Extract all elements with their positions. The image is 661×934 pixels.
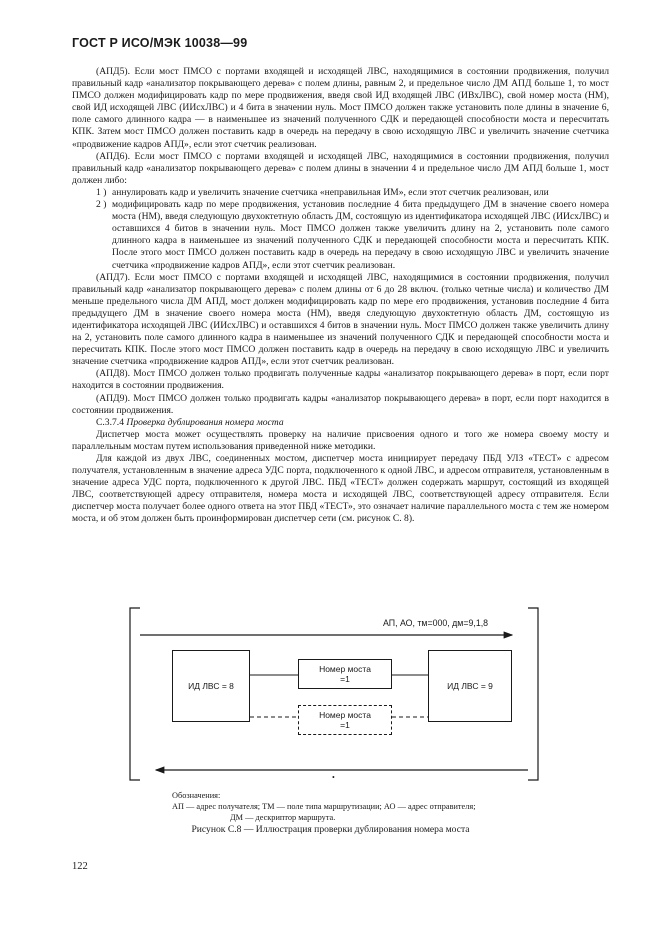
list-item-number: 1 ) [96,186,107,198]
legend-line: АП — адрес получателя; ТМ — поле типа маршрутизации; АО — адрес отправителя; [172,802,476,811]
paragraph-dispatcher-2: Для каждой из двух ЛВС, соединенных мостом, диспетчер моста инициирует передачу ПБД УЛЗ «ТЕСТ» с адресом получателя, установленным в значение адреса УДС порта, подключенного к одной ЛВС, и адресом отправителя, установленным в значение адреса УДС порта, подключенного к другой ЛВС. ПБД «ТЕСТ» должен содержать маршрут, состоящий из входящей ЛВС, соответствующей адресу отправителя, номера моста и исходящей ЛВС, соответствующей адресу отправителя. Если диспетчер моста получает более одного ответа на этот ПБД «ТЕСТ», это означает наличие параллельного моста с тем же номером моста, и об этом должен быть проинформирован диспетчер сети (см. рисунок С. 8). [72,453,609,525]
stray-mark: • [332,773,335,782]
section-title: Проверка дублирования номера моста [126,416,284,428]
figure-caption: Рисунок С.8 — Иллюстрация проверки дублирования номера моста [191,824,470,835]
list-item-text: аннулировать кадр и увеличить значение счетчика «неправильная ИМ», если этот счетчик реализован, или [112,186,549,198]
section-heading [72,417,609,429]
legend-title: Обозначения: [172,791,221,800]
frame-fields-label: АП, АО, тм=000, дм=9,1,8 [383,618,489,628]
lan-8-box [172,650,250,722]
bridge-2-label: Номер моста [319,710,371,720]
body-text [72,66,609,526]
section-number: С.3.7.4 [96,416,124,428]
list-item-text: модифицировать кадр по мере продвижения, установив последние 4 бита предыдущего ДМ в значение своего номера моста (НМ), введя следующую двухоктетную область ДМ, состоящую из идентификатора исходящей ЛВС (ИИсхЛВС) и оставшихся 4 битов в значении нуль. Мост ПМСО должен также увеличить длину на 2, установить поле самого длинного кадра в наименьшее из значений полученного СДК и передающей способности моста и пересчитать КПК. После этого мост ПМСО должен поставить кадр в очередь на передачу в свою исходящую ЛВС и увеличить значение счетчика «продвижение кадров АПД», если этот счетчик реализован. [112,199,609,271]
list-item [96,187,609,199]
bridge-2-box [298,705,392,735]
paragraph-apd8: (АПД8). Мост ПМСО должен только продвигать полученные кадры «анализатор покрывающего дерева» в порт, если порт находится в состоянии продвижения. [72,368,609,392]
list-item-number: 2 ) [96,199,107,211]
lan-8-label: ИД ЛВС = 8 [188,681,234,691]
page-header: ГОСТ Р ИСО/МЭК 10038—99 [72,36,248,50]
figure-legend [172,790,532,823]
bridge-2-value: =1 [340,720,350,730]
paragraph-dispatcher-1: Диспетчер моста может осуществлять проверку на наличие присвоения одного и того же номера своему мосту и параллельным мостам путем использования приведенной ниже методики. [72,428,609,452]
paragraph-apd5: (АПД5). Если мост ПМСО с портами входящей и исходящей ЛВС, находящимися в состоянии продвижения, получил правильный кадр «анализатор покрывающего дерева» с полем длины, равным 2, и предельное число ДМ АПД больше 1, то мост ПМСО должен модифицировать кадр по мере продвижения, введя свой ИД входящей ЛВС (ИВхЛВС), свой номер моста (НМ), свой ИД исходящей ЛВС (ИИсхЛВС) и 4 бита в значении нуль. Мост ПМСО должен также установить поле длины в значение 6, поле самого длинного кадра — в наименьшее из значений полученного СДК и передающей способности моста и пересчитать КПК. Затем мост ПМСО должен поставить кадр в очередь на передачу в свою исходящую ЛВС и увеличить значение счетчика «продвижение кадров АПД», если этот счетчик реализован. [72,66,609,150]
bridge-1-box [298,659,392,689]
legend-line: ДМ — дескриптор маршрута. [230,813,336,822]
paragraph-apd7: (АПД7). Если мост ПМСО с портами входящей и исходящей ЛВС, находящимися в состоянии продвижения, получил правильный кадр «анализатор покрывающего дерева» с полем длины от 6 до 28 включ. (только четные числа) и количество ДМ меньше предельного числа ДМ АПД, мост должен модифицировать кадр по мере его продвижения, установив последние 4 бита предыдущего ДМ в значение своего номера моста (НМ), введя следующую двухоктетную область ДМ, состоящую из идентификатора исходящей ЛВС (ИИсхЛВС) и оставшихся 4 битов в значении нуль. Мост ПМСО должен также увеличить длину на 2, установить поле самого длинного кадра в наименьшее из значений полученного СДК и передающей способности моста и пересчитать КПК. После этого мост ПМСО должен поставить кадр в очередь на передачу в свою исходящую ЛВС и увеличить значение счетчика «продвижение кадров АПД», если этот счетчик реализован. [72,271,609,368]
bridge-1-label: Номер моста [319,664,371,674]
paragraph-apd9: (АПД9). Мост ПМСО должен только продвигать кадры «анализатор покрывающего дерева» в порт, если порт находится в состоянии продвижения. [72,392,609,416]
bridge-1-value: =1 [340,674,350,684]
lan-9-box [428,650,512,722]
paragraph-apd6: (АПД6). Если мост ПМСО с портами входящей и исходящей ЛВС, находящимися в состоянии продвижения, получил правильный кадр «анализатор покрывающего дерева» с полем длины в значении 4 и предельное число ДМ АПД больше 1, мост должен либо: [72,150,609,186]
page-number: 122 [72,861,88,872]
list-item [96,199,609,272]
lan-9-label: ИД ЛВС = 9 [447,681,493,691]
